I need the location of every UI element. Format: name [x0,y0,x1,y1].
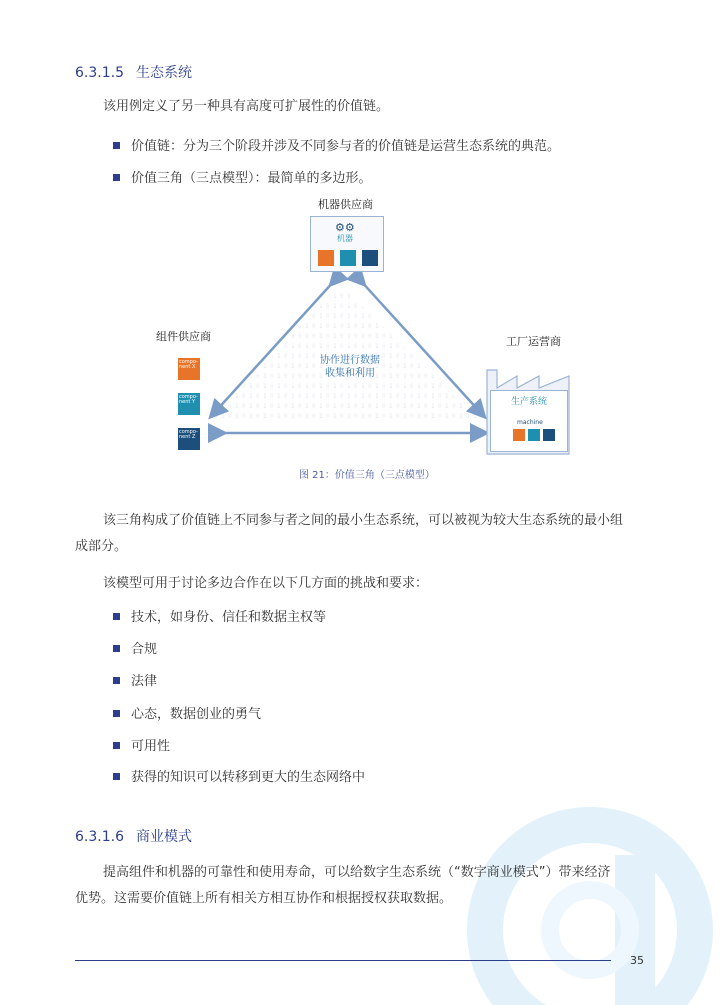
bullet-square-icon [113,710,120,717]
bullet-square-icon [113,142,120,149]
section-title: 商业模式 [135,829,192,845]
factory-operator-label: 工厂运营商 [506,335,561,348]
bullet-item: 价值链：分为三个阶段并涉及不同参与者的价值链是运营生态系统的典范。 [113,135,560,154]
gear-icon [318,250,334,266]
bullet-square-icon [113,174,120,181]
machine-supplier-label: 机器供应商 [318,198,373,211]
bullet-item: 价值三角（三点模型）：最简单的多边形。 [113,167,372,186]
figure-caption: 图 21：价值三角（三点模型） [299,470,435,481]
value-triangle-figure [150,190,590,490]
bullet-item: 获得的知识可以转移到更大的生态网络中 [113,766,365,785]
bullet-square-icon [113,773,120,780]
machine-en-label: machine [517,419,543,426]
bullet-item: 法律 [113,670,157,689]
gear-icon [543,429,555,441]
footer-divider [75,960,611,961]
page-number: 35 [630,954,644,967]
paragraph: 该三角构成了价值链上不同参与者之间的最小生态系统，可以被视为较大生态系统的最小组 成部分。 [75,513,624,554]
gear-icon [362,250,378,266]
bullet-square-icon [113,677,120,684]
production-system-label: 生产系统 [511,397,548,407]
bullet-square-icon [113,613,120,620]
section-title: 生态系统 [135,65,192,81]
component-z-icon: compo- nent Z [178,428,200,450]
section-number: 6.3.1.6 [75,829,124,845]
paragraph: 提高组件和机器的可靠性和使用寿命，可以给数字生态系统（“数字商业模式”）带来经济 优势。这需要价值链上所有相关方相互协作和根据授权获取数据。 [75,865,611,906]
component-y-icon: compo- nent Y [178,393,200,415]
bullet-item: 心态，数据创业的勇气 [113,703,261,722]
bullet-item: 技术，如身份、信任和数据主权等 [113,606,326,625]
intro-paragraph: 该用例定义了另一种具有高度可扩展性的价值链。 [103,99,390,114]
robot-icon: ⚙⚙ [335,221,355,234]
component-x-icon: compo- nent X [178,358,200,380]
bullet-item: 合规 [113,638,157,657]
center-text: 协作进行数据 收集和利用 [320,355,380,379]
section-number: 6.3.1.5 [75,65,124,81]
component-supplier-label: 组件供应商 [156,330,211,343]
bullet-square-icon [113,742,120,749]
bullet-item: 可用性 [113,735,170,754]
gear-icon [528,429,540,441]
section-heading [75,62,192,82]
gear-icon [513,429,525,441]
machine-label: 机器 [337,234,353,243]
machine-box [310,216,384,272]
section-heading [75,826,192,846]
production-system-box [490,390,568,452]
gear-icon [340,250,356,266]
bullet-square-icon [113,645,120,652]
paragraph: 该模型可用于讨论多边合作在以下几方面的挑战和要求： [103,576,429,591]
